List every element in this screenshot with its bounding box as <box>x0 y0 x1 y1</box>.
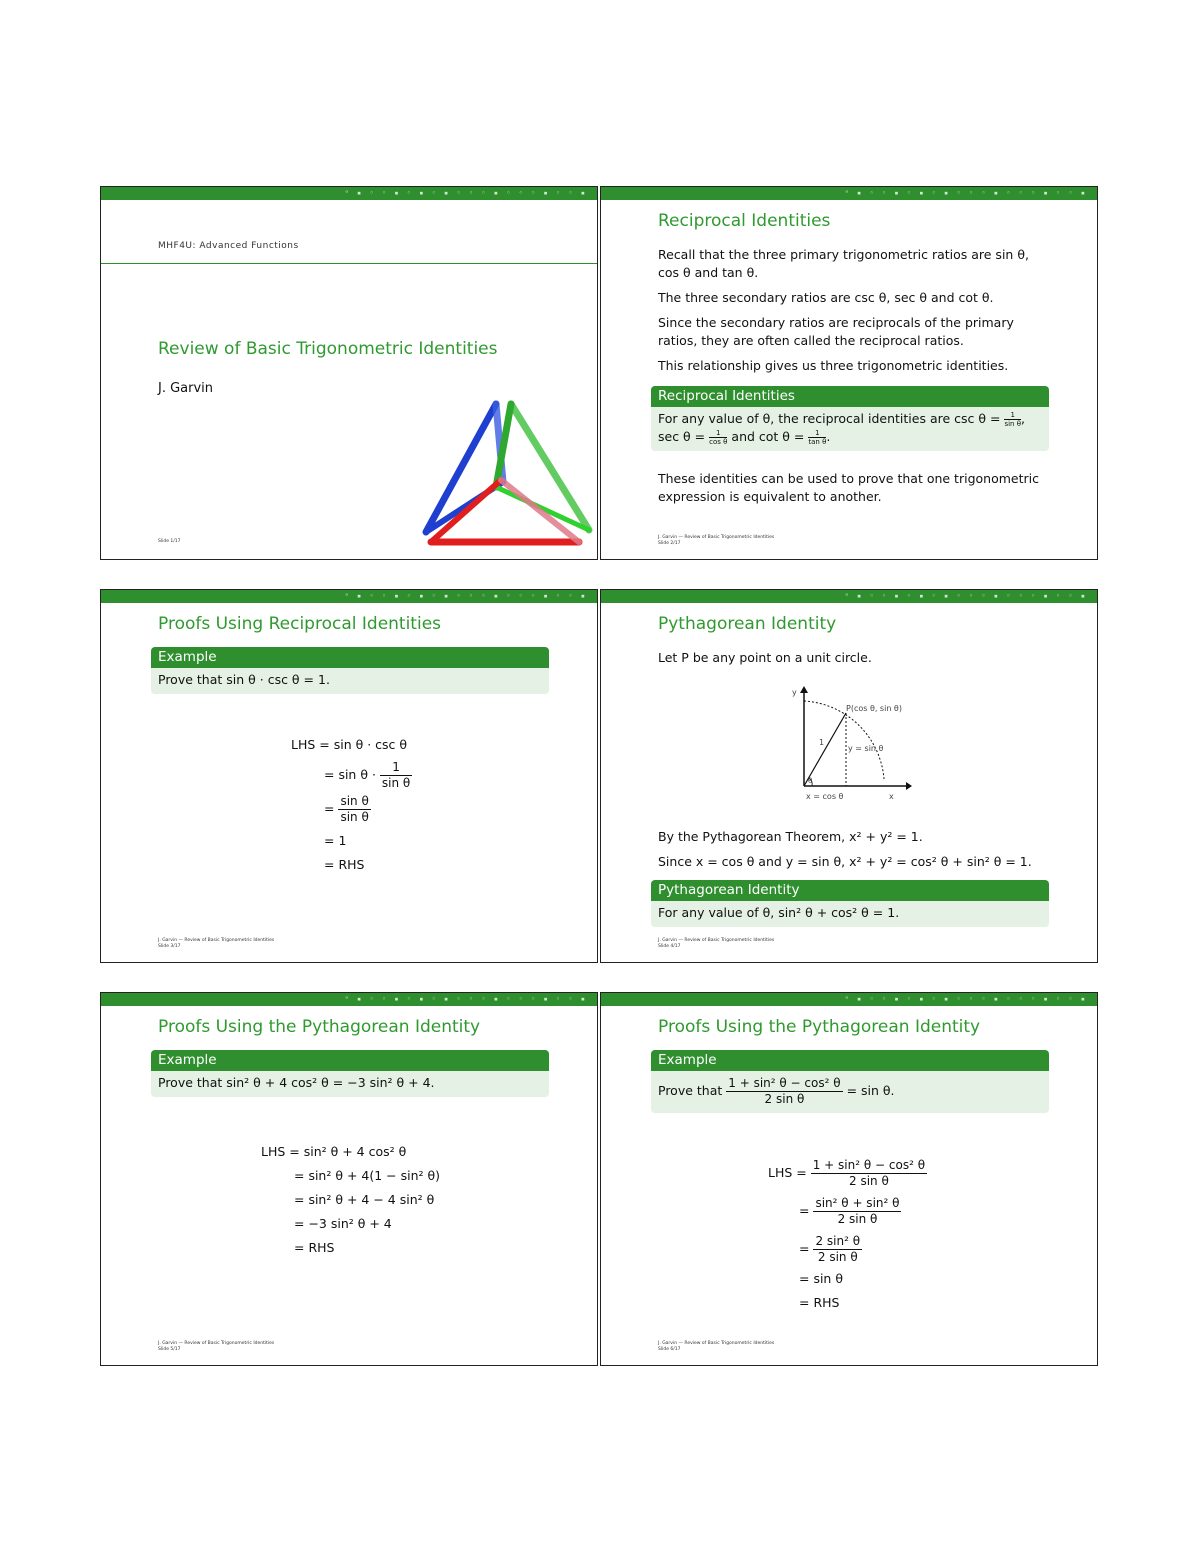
proof-line: = sin θ <box>799 1271 843 1286</box>
axis-y-label: y <box>792 688 797 697</box>
slide-title: Proofs Using the Pythagorean Identity <box>658 1017 981 1037</box>
triangle-logo <box>411 392 598 552</box>
paragraph: Let P be any point on a unit circle. <box>658 650 872 665</box>
block-body: For any value of θ, the reciprocal identities are csc θ = $\frac{1}{\text{sin θ}}$ , sec θ = $\frac{1}{\text{cos θ}}$ and cot θ = $\frac{1}{\text{tan θ}}$ . <box>651 407 1049 451</box>
proof-line: = 1 <box>324 833 347 848</box>
slide-body <box>658 649 1048 674</box>
proof-line: = $\frac{\text{sin θ}}{\text{sin θ}}$ <box>324 794 369 824</box>
y-label: y = sin θ <box>848 744 884 753</box>
slide-header-bar <box>101 993 597 1006</box>
slide-pythagorean-identity <box>600 589 1098 963</box>
slide-footer: J. Garvin — Review of Basic Trigonometric Identities Slide 2/17 <box>658 535 775 546</box>
x-label: x = cos θ <box>806 792 844 801</box>
block-body: Prove that sin θ · csc θ = 1. <box>151 668 549 694</box>
slide-footer: J. Garvin — Review of Basic Trigonometric Identities Slide 3/17 <box>158 938 275 949</box>
proof-line: = sin θ · $\frac{1}{\text{sin θ}}$ <box>324 760 411 790</box>
slide-body <box>658 246 1038 382</box>
example-block <box>151 647 549 694</box>
fraction: $\frac{\text{2 sin² θ}}{\text{2 sin θ}}$ <box>815 1234 861 1264</box>
slide-title: Proofs Using Reciprocal Identities <box>158 614 442 634</box>
axis-x-label: x <box>889 792 894 801</box>
nav-dots: ᵒ ▪ ◦ ◦ ▪ ◦ ▪ ◦ ▪ ◦ ◦ ◦ ▪ ◦ ◦ ◦ ▪ ◦ ◦ ▪ <box>344 592 587 600</box>
nav-dots: ᵒ ▪ ◦ ◦ ▪ ◦ ▪ ◦ ▪ ◦ ◦ ◦ ▪ ◦ ◦ ◦ ▪ ◦ ◦ ▪ <box>844 592 1087 600</box>
slide-footer: J. Garvin — Review of Basic Trigonometric Identities Slide 4/17 <box>658 938 775 949</box>
slide-proofs-pythagorean-1 <box>100 992 598 1366</box>
course-name: MHF4U: Advanced Functions <box>158 241 299 251</box>
block-body: For any value of θ, sin² θ + cos² θ = 1. <box>651 901 1049 927</box>
slide-title: Proofs Using the Pythagorean Identity <box>158 1017 481 1037</box>
fraction: $\frac{1}{\text{sin θ}}$ <box>381 760 411 790</box>
paragraph: Recall that the three primary trigonometric ratios are sin θ, cos θ and tan θ. <box>658 247 1029 280</box>
theta-label: θ <box>808 777 813 785</box>
proof-line: = RHS <box>324 857 365 872</box>
unit-circle-figure <box>786 683 916 803</box>
definition-block <box>651 386 1049 451</box>
fraction: $\frac{1}{\text{tan θ}}$ <box>808 429 827 446</box>
block-title: Reciprocal Identities <box>651 386 1049 407</box>
slide-footer: J. Garvin — Review of Basic Trigonometric Identities Slide 6/17 <box>658 1341 775 1352</box>
fraction: $\frac{\text{sin θ}}{\text{sin θ}}$ <box>340 794 369 824</box>
proof-line: = sin² θ + 4 − 4 sin² θ <box>294 1192 435 1207</box>
paragraph: By the Pythagorean Theorem, x² + y² = 1. <box>658 829 923 844</box>
fraction: $\frac{\text{1 + sin² θ − cos² θ}}{\text{2 sin θ}}$ <box>728 1076 841 1106</box>
proof-line: = sin² θ + 4(1 − sin² θ) <box>294 1168 441 1183</box>
slide-reciprocal-identities <box>600 186 1098 560</box>
block-body: Prove that $\frac{\text{1 + sin² θ − cos² θ}}{\text{2 sin θ}}$ = sin θ. <box>651 1071 1049 1113</box>
paragraph: This relationship gives us three trigonometric identities. <box>658 358 1009 373</box>
slide-title: Reciprocal Identities <box>658 211 831 231</box>
proof <box>768 1158 927 1318</box>
proof-line: = RHS <box>294 1240 335 1255</box>
point-label: P(cos θ, sin θ) <box>846 704 902 713</box>
proof-line: LHS = sin θ · csc θ <box>291 737 408 752</box>
slide-header-bar <box>601 993 1097 1006</box>
nav-dots: ᵒ ▪ ◦ ◦ ▪ ◦ ▪ ◦ ▪ ◦ ◦ ◦ ▪ ◦ ◦ ◦ ▪ ◦ ◦ ▪ <box>344 189 587 197</box>
slide-proofs-pythagorean-2 <box>600 992 1098 1366</box>
nav-dots: ᵒ ▪ ◦ ◦ ▪ ◦ ▪ ◦ ▪ ◦ ◦ ◦ ▪ ◦ ◦ ◦ ▪ ◦ ◦ ▪ <box>844 995 1087 1003</box>
slide-header-bar <box>601 187 1097 200</box>
course-divider <box>101 263 597 264</box>
paragraph: These identities can be used to prove that one trigonometric expression is equivalent to another. <box>658 471 1039 504</box>
proof-line: = $\frac{\text{sin² θ + sin² θ}}{\text{2 sin θ}}$ <box>799 1196 900 1226</box>
paragraph: Since x = cos θ and y = sin θ, x² + y² = cos² θ + sin² θ = 1. <box>658 854 1032 869</box>
slide-proofs-reciprocal <box>100 589 598 963</box>
author: J. Garvin <box>158 381 214 396</box>
fraction: $\frac{1}{\text{sin θ}}$ <box>1004 411 1021 428</box>
slide-body <box>658 470 1043 513</box>
slide-header-bar <box>601 590 1097 603</box>
proof-line: = −3 sin² θ + 4 <box>294 1216 392 1231</box>
block-title: Example <box>651 1050 1049 1071</box>
proof <box>291 736 412 880</box>
block-title: Example <box>151 1050 549 1071</box>
paragraph: The three secondary ratios are csc θ, sec θ and cot θ. <box>658 290 994 305</box>
proof <box>261 1143 440 1263</box>
example-block <box>151 1050 549 1097</box>
slide-header-bar <box>101 590 597 603</box>
slide-title: Pythagorean Identity <box>658 614 837 634</box>
page-title: Review of Basic Trigonometric Identities <box>158 339 498 359</box>
proof-line: LHS = $\frac{\text{1 + sin² θ − cos² θ}}{\text{2 sin θ}}$ <box>768 1158 926 1188</box>
paragraph: Since the secondary ratios are reciprocals of the primary ratios, they are often called the reciprocal ratios. <box>658 315 1014 348</box>
fraction: $\frac{1}{\text{cos θ}}$ <box>709 429 728 446</box>
radius-label: 1 <box>819 738 825 747</box>
slide-footer: Slide 1/17 <box>158 539 181 544</box>
proof-line: = $\frac{\text{2 sin² θ}}{\text{2 sin θ}}$ <box>799 1234 861 1264</box>
slide-title <box>100 186 598 560</box>
block-title: Example <box>151 647 549 668</box>
nav-dots: ᵒ ▪ ◦ ◦ ▪ ◦ ▪ ◦ ▪ ◦ ◦ ◦ ▪ ◦ ◦ ◦ ▪ ◦ ◦ ▪ <box>344 995 587 1003</box>
example-block <box>651 1050 1049 1113</box>
proof-line: LHS = sin² θ + 4 cos² θ <box>261 1144 407 1159</box>
slide-footer: J. Garvin — Review of Basic Trigonometric Identities Slide 5/17 <box>158 1341 275 1352</box>
slide-header-bar <box>101 187 597 200</box>
fraction: $\frac{\text{1 + sin² θ − cos² θ}}{\text{2 sin θ}}$ <box>812 1158 926 1188</box>
block-title: Pythagorean Identity <box>651 880 1049 901</box>
definition-block <box>651 880 1049 927</box>
fraction: $\frac{\text{sin² θ + sin² θ}}{\text{2 sin θ}}$ <box>815 1196 900 1226</box>
block-body: Prove that sin² θ + 4 cos² θ = −3 sin² θ + 4. <box>151 1071 549 1097</box>
proof-line: = RHS <box>799 1295 840 1310</box>
slide-body <box>658 828 1058 878</box>
nav-dots: ᵒ ▪ ◦ ◦ ▪ ◦ ▪ ◦ ▪ ◦ ◦ ◦ ▪ ◦ ◦ ◦ ▪ ◦ ◦ ▪ <box>844 189 1087 197</box>
